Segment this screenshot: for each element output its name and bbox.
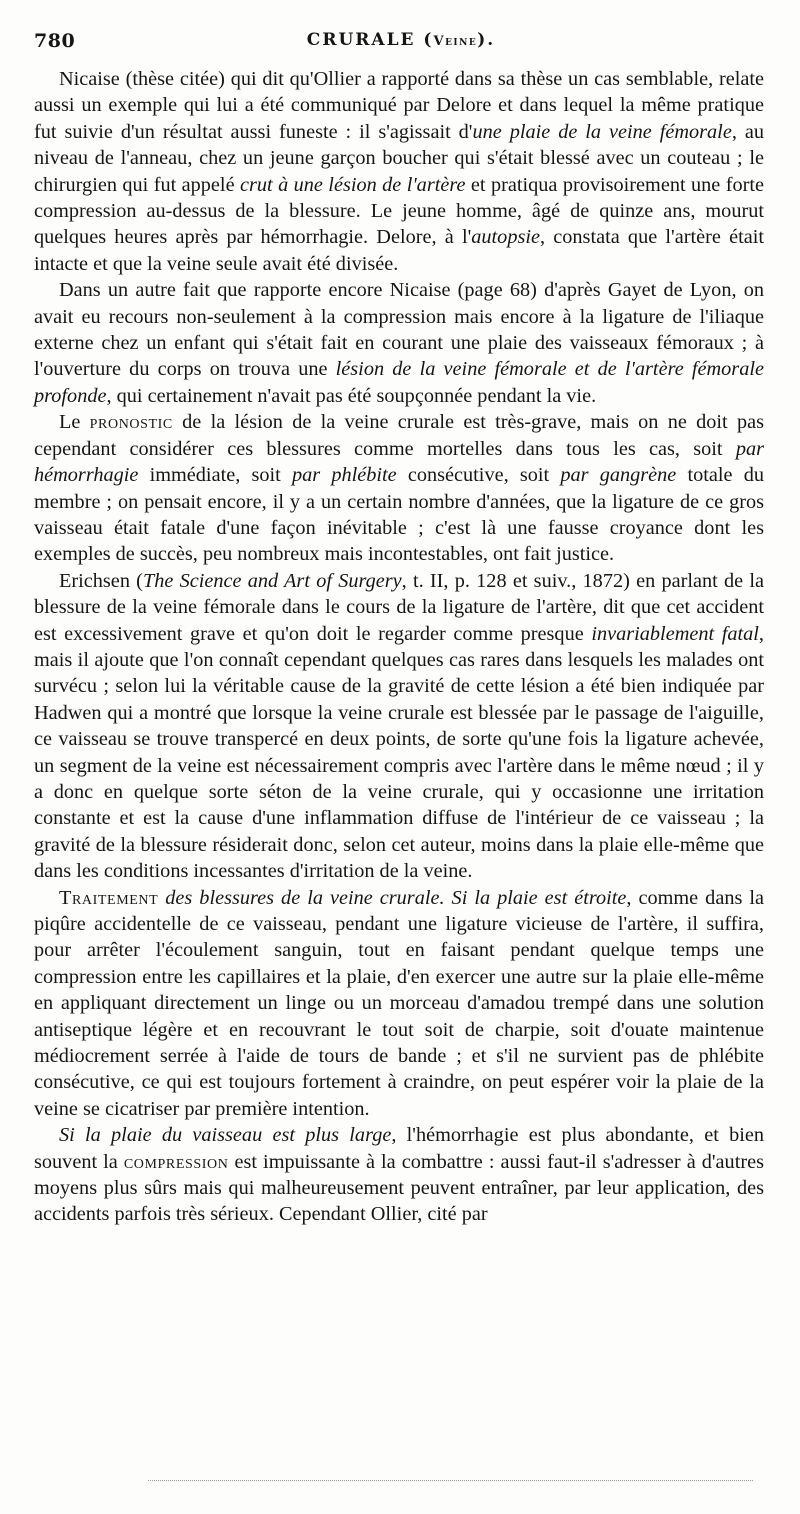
- smallcaps-text: Traitement: [59, 886, 159, 909]
- running-title-smallcaps: Veine: [433, 34, 478, 49]
- text-run: Erichsen (: [59, 569, 143, 592]
- paragraph: [34, 885, 764, 1123]
- footer-dotted-rule: [148, 1480, 753, 1481]
- smallcaps-text: pronostic: [89, 411, 173, 434]
- text-run: et pratiqua provisoirement une forte compression au-dessus de la blessure. Le jeune homme, âgé de quinze ans, mourut quelques heures après par hémorrhagie. Delore, à l': [34, 173, 764, 249]
- text-run: Dans un autre fait que rapporte encore Nicaise (page 68) d'après Gayet de Lyon, on avait eu recours non-seulement à la compression mais encore à la ligature de l'iliaque externe chez un enfant qui s'était fait en courant une plaie des vaisseaux fémoraux ; à l'ouverture du corps on trouva une: [34, 279, 764, 381]
- italic-text: des blessures de la veine crurale. Si la plaie est étroite: [158, 886, 627, 909]
- text-run: , l'hémorrhagie est plus abondante, et bien souvent la: [34, 1124, 764, 1173]
- text-run: , mais il ajoute que l'on connaît cependant quelques cas rares dans lesquels les malades ont survécu ; selon lui la véritable cause de la gravité de cette lésion a été bien indiquée par Hadwen qui a montré que lorsque la veine crurale est blessée par le passage de l'aiguille, ce vaisseau se trouve transpercé en deux points, de sorte qu'une fois la ligature achevée, un segment de la veine est nécessairement compris avec l'artère dans le même nœud ; il y a donc en quelque sorte séton de la veine crurale, qui y occasionne une irritation constante et est la cause d'une inflammation diffuse de l'intérieur de ce vaisseau ; la gravité de la blessure résiderait donc, selon cet auteur, moins dans la plaie elle-même que dans les conditions incessantes d'irritation de la veine.: [34, 622, 764, 883]
- italic-text: Si la plaie du vaisseau est plus large: [59, 1124, 392, 1147]
- italic-text: une plaie de la veine fémorale: [472, 120, 732, 143]
- text-run: , comme dans la piqûre accidentelle de ce vaisseau, pendant une ligature vicieuse de l'artère, il suffira, pour arrêter l'écoulement sanguin, tout en faisant pendant quelque temps une compression entre les capillaires et la plaie, d'en exercer une autre sur la plaie elle-même en appliquant directement un linge ou un morceau d'amadou trempé dans une solution antiseptique légère et en recouvrant le tout soit de charpie, soit d'ouate maintenue médiocrement serrée à l'aide de tours de bande ; et s'il ne survient pas de phlébite consécutive, ce qui est toujours fortement à craindre, on peut espérer voir la plaie de la veine se cicatriser par première intention.: [34, 886, 765, 1120]
- text-run: immédiate, soit: [138, 464, 292, 487]
- text-run: de la lésion de la veine crurale est très-grave, mais on ne doit pas cependant considérer ces blessures comme mortelles dans tous les cas, soit: [34, 411, 764, 460]
- paragraph: [34, 1122, 764, 1228]
- paragraph: [34, 409, 764, 567]
- paragraph: [34, 568, 764, 885]
- text-run: Nicaise (thèse citée) qui dit qu'Ollier a rapporté dans sa thèse un cas semblable, relate aussi un exemple qui lui a été communiqué par Delore et dans lequel la même pratique fut suivie d'un résultat aussi funeste : il s'agissait d': [34, 68, 764, 143]
- text-run: , qui certainement n'avait pas été soupçonnée pendant la vie.: [106, 384, 597, 407]
- italic-text: lésion de la veine fémorale et de l'artère fémorale profonde: [34, 358, 764, 407]
- text-run: est impuissante à la combattre : aussi faut-il s'adresser à d'autres moyens plus sûrs mais qui malheureusement peuvent entraîner, par leur application, des accidents parfois très sérieux. Cependant Ollier, cité par: [34, 1150, 764, 1226]
- italic-text: par gangrène: [560, 464, 677, 487]
- italic-text: par hémorrhagie: [34, 437, 764, 487]
- italic-text: autopsie: [471, 226, 540, 249]
- paragraph: [34, 66, 764, 277]
- body-text: [34, 66, 764, 1228]
- running-title-main: CRURALE (: [306, 30, 434, 50]
- text-run: Le: [59, 411, 90, 434]
- smallcaps-text: compression: [123, 1150, 229, 1173]
- page-header: [34, 30, 768, 60]
- text-run: , au niveau de l'anneau, chez un jeune garçon boucher qui s'était blessé avec un couteau ; le chirurgien qui fut appelé: [34, 120, 764, 196]
- running-title: [34, 30, 768, 50]
- running-title-end: ).: [477, 30, 496, 50]
- italic-text: The Science and Art of Surgery: [142, 569, 402, 592]
- italic-text: invariablement fatal: [591, 622, 759, 645]
- text-run: consécutive, soit: [396, 464, 561, 487]
- page-number: 780: [34, 30, 76, 52]
- text-run: totale du membre ; on pensait encore, il y a un certain nombre d'années, que la ligature de ce gros vaisseau était fatale d'une façon inévitable ; c'est là une fausse croyance dont les exemples de succès, peu nombreux mais incontestables, ont fait justice.: [34, 464, 765, 566]
- paragraph: [34, 277, 764, 409]
- italic-text: par phlébite: [291, 464, 397, 487]
- italic-text: crut à une lésion de l'artère: [239, 173, 466, 196]
- text-run: , constata que l'artère était intacte et que la veine seule avait été divisée.: [34, 226, 764, 275]
- text-run: , t. II, p. 128 et suiv., 1872) en parlant de la blessure de la veine fémorale dans le cours de la ligature de l'artère, dit que cet accident est excessivement grave et qu'on doit le regarder comme presque: [34, 569, 765, 645]
